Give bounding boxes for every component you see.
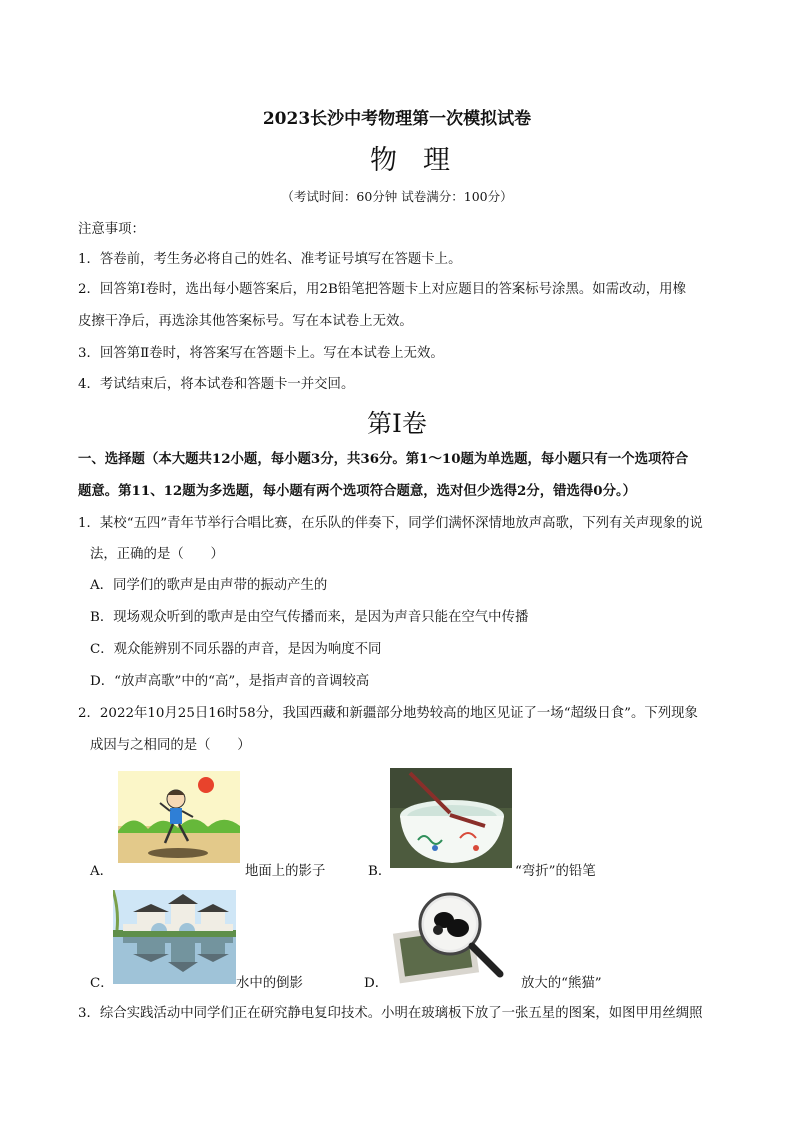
note-2-line-2: 皮擦干净后，再选涂其他答案标号。写在本试卷上无效。 — [78, 314, 413, 329]
exam-meta: （考试时间：60分钟 试卷满分：100分） — [281, 189, 513, 204]
q1-option-c: C．观众能辨别不同乐器的声音，是因为响度不同 — [90, 642, 382, 657]
q1-option-a: A．同学们的歌声是由声带的振动产生的 — [90, 578, 328, 593]
volume-heading: 第Ⅰ卷 — [367, 409, 427, 438]
subject-title: 物理 — [370, 145, 476, 176]
exam-title: 2023长沙中考物理第一次模拟试卷 — [262, 109, 532, 129]
q2-stem-line-1: 2．2022年10月25日16时58分，我国西藏和新疆部分地势较高的地区见证了一场“超级日食”。下列现象 — [78, 706, 698, 721]
note-2-line-1: 2．回答第Ⅰ卷时，选出每小题答案后，用2B铅笔把答题卡上对应题目的答案标号涂黑。如需改动，用橡 — [78, 282, 686, 297]
q2-option-a-caption: 地面上的影子 — [245, 864, 326, 879]
q2-option-b-letter: B． — [368, 864, 392, 879]
q2-option-a-picture — [118, 771, 240, 863]
q1-option-d: D．“放声高歌”中的“高”，是指声音的音调较高 — [90, 674, 370, 689]
q2-option-a-letter: A． — [90, 864, 114, 879]
section-heading-line-1: 一、选择题（本大题共12小题，每小题3分，共36分。第1～10题为单选题，每小题只有一个选项符合 — [78, 451, 689, 467]
q2-option-d-letter: D． — [364, 976, 389, 991]
notes-heading: 注意事项： — [78, 222, 145, 237]
q2-option-d-picture — [388, 890, 518, 984]
note-1: 1．答卷前，考生务必将自己的姓名、准考证号填写在答题卡上。 — [78, 252, 462, 267]
q1-stem-line-1: 1．某校“五四”青年节举行合唱比赛，在乐队的伴奏下，同学们满怀深情地放声高歌，下列有关声现象的说 — [78, 516, 703, 531]
q2-option-c-picture — [113, 890, 236, 984]
q2-option-c-caption: 水中的倒影 — [236, 976, 303, 991]
q1-stem-line-2: 法，正确的是（ ） — [90, 547, 224, 562]
q2-option-b-picture — [390, 768, 512, 868]
q2-option-b-caption: “弯折”的铅笔 — [515, 864, 596, 879]
note-3: 3．回答第Ⅱ卷时，将答案写在答题卡上。写在本试卷上无效。 — [78, 346, 444, 361]
note-4: 4．考试结束后，将本试卷和答题卡一并交回。 — [78, 377, 355, 392]
q1-option-b: B．现场观众听到的歌声是由空气传播而来，是因为声音只能在空气中传播 — [90, 610, 529, 625]
q2-option-c-letter: C． — [90, 976, 114, 991]
q3-stem-line-1: 3．综合实践活动中同学们正在研究静电复印技术。小明在玻璃板下放了一张五星的图案，如图甲用丝绸照 — [78, 1006, 703, 1021]
section-heading-line-2: 题意。第11、12题为多选题，每小题有两个选项符合题意，选对但少选得2分，错选得0分。） — [78, 483, 637, 499]
q2-option-d-caption: 放大的“熊猫” — [521, 976, 602, 991]
q2-stem-line-2: 成因与之相同的是（ ） — [90, 738, 251, 753]
